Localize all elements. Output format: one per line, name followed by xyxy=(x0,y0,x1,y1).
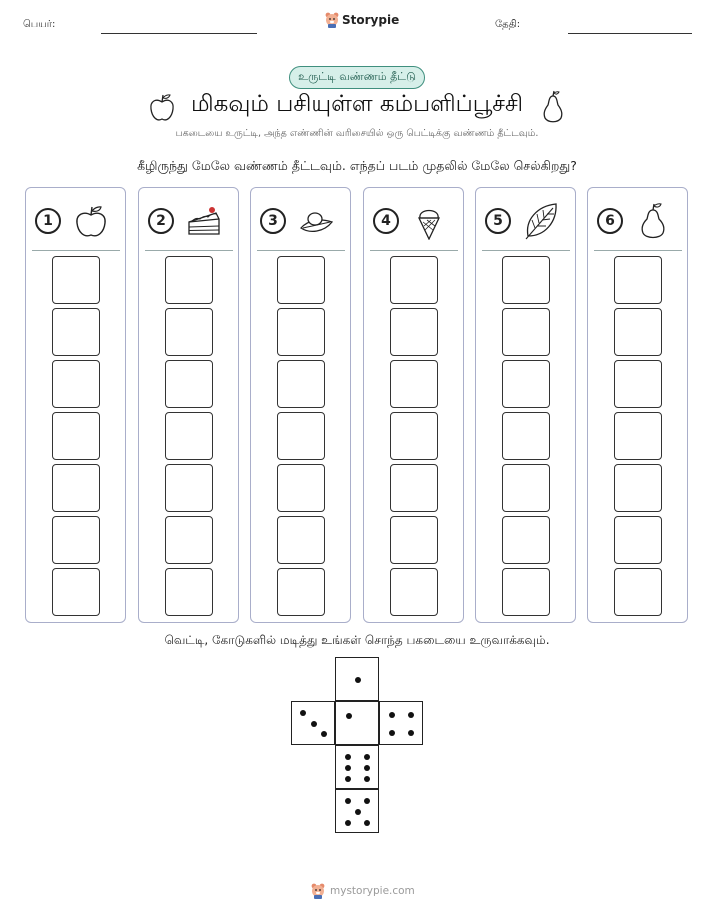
color-box[interactable] xyxy=(614,464,662,512)
page-footer xyxy=(311,883,415,899)
column-number: 4 xyxy=(373,208,399,234)
die-pip xyxy=(345,820,351,826)
die-face-1 xyxy=(335,701,379,745)
page-header xyxy=(0,0,714,50)
pear-icon xyxy=(635,202,671,240)
die-pip xyxy=(389,712,395,718)
brand-logo xyxy=(325,12,399,28)
die-pip xyxy=(364,765,370,771)
die-pip xyxy=(364,754,370,760)
brand-name: Storypie xyxy=(342,13,400,27)
color-box[interactable] xyxy=(614,256,662,304)
color-box[interactable] xyxy=(277,412,325,460)
column-4 xyxy=(363,187,464,623)
die-pip xyxy=(345,776,351,782)
page-title: மிகவும் பசியுள்ள கம்பளிப்பூச்சி xyxy=(191,91,523,117)
column-divider xyxy=(32,250,120,251)
column-number: 2 xyxy=(148,208,174,234)
die-pip xyxy=(364,820,370,826)
die-pip xyxy=(311,721,317,727)
column-number: 3 xyxy=(260,208,286,234)
title-row xyxy=(0,90,714,124)
footer-url[interactable]: mystorypie.com xyxy=(330,885,415,897)
die-pip xyxy=(408,730,414,736)
column-3 xyxy=(250,187,351,623)
column-header xyxy=(373,202,459,240)
die-face-5 xyxy=(335,789,379,833)
column-header xyxy=(597,202,683,240)
color-box[interactable] xyxy=(277,516,325,564)
color-box[interactable] xyxy=(165,516,213,564)
color-box[interactable] xyxy=(502,256,550,304)
color-box[interactable] xyxy=(277,256,325,304)
color-box[interactable] xyxy=(165,412,213,460)
column-divider xyxy=(145,250,233,251)
ice-cream-icon xyxy=(411,202,447,240)
pear-icon xyxy=(540,90,566,124)
die-pip xyxy=(345,765,351,771)
color-box[interactable] xyxy=(277,464,325,512)
die-pip xyxy=(355,809,361,815)
die-pip xyxy=(321,731,327,737)
column-6 xyxy=(587,187,688,623)
die-face-4 xyxy=(379,701,423,745)
column-header xyxy=(35,202,121,240)
color-box[interactable] xyxy=(277,360,325,408)
question-text: கீழிருந்து மேலே வண்ணம் தீட்டவும். எந்தப் படம் முதலில் மேலே செல்கிறது? xyxy=(137,158,577,173)
color-box[interactable] xyxy=(52,464,100,512)
color-box[interactable] xyxy=(502,568,550,616)
color-box[interactable] xyxy=(502,464,550,512)
die-face-1 xyxy=(335,657,379,701)
die-pip xyxy=(346,713,352,719)
column-2 xyxy=(138,187,239,623)
die-pip xyxy=(300,710,306,716)
column-divider xyxy=(257,250,345,251)
color-box[interactable] xyxy=(165,568,213,616)
storypie-mascot-icon xyxy=(325,12,339,28)
color-box[interactable] xyxy=(165,360,213,408)
die-face-6 xyxy=(335,745,379,789)
leaf-egg-icon xyxy=(298,202,334,240)
column-header xyxy=(260,202,346,240)
die-pip xyxy=(345,798,351,804)
die-pip xyxy=(364,776,370,782)
apple-icon xyxy=(73,202,109,240)
cake-slice-icon xyxy=(186,202,222,240)
color-box[interactable] xyxy=(502,516,550,564)
date-label: தேதி: xyxy=(495,19,521,30)
color-box[interactable] xyxy=(52,516,100,564)
column-divider xyxy=(594,250,682,251)
column-number: 1 xyxy=(35,208,61,234)
die-pip xyxy=(364,798,370,804)
date-line[interactable] xyxy=(568,33,692,34)
color-box[interactable] xyxy=(390,568,438,616)
color-box[interactable] xyxy=(390,464,438,512)
color-box[interactable] xyxy=(390,308,438,356)
die-pip xyxy=(408,712,414,718)
dice-instruction: வெட்டி, கோடுகளில் மடித்து உங்கள் சொந்த பகடையை உருவாக்கவும். xyxy=(164,633,550,647)
color-box[interactable] xyxy=(614,360,662,408)
color-box[interactable] xyxy=(52,360,100,408)
color-box[interactable] xyxy=(52,568,100,616)
die-pip xyxy=(355,677,361,683)
color-box[interactable] xyxy=(614,568,662,616)
activity-tag: உருட்டி வண்ணம் தீட்டு xyxy=(289,66,425,89)
color-box[interactable] xyxy=(614,516,662,564)
column-5 xyxy=(475,187,576,623)
name-line[interactable] xyxy=(101,33,257,34)
column-number: 6 xyxy=(597,208,623,234)
color-box[interactable] xyxy=(390,360,438,408)
column-1 xyxy=(25,187,126,623)
color-box[interactable] xyxy=(614,412,662,460)
color-box[interactable] xyxy=(390,256,438,304)
color-box[interactable] xyxy=(390,412,438,460)
column-header xyxy=(148,202,234,240)
die-face-3 xyxy=(291,701,335,745)
color-box[interactable] xyxy=(52,256,100,304)
leaf-icon xyxy=(523,202,559,240)
color-box[interactable] xyxy=(502,412,550,460)
color-box[interactable] xyxy=(502,360,550,408)
color-box[interactable] xyxy=(165,256,213,304)
name-label: பெயர்: xyxy=(23,19,56,30)
color-box[interactable] xyxy=(52,308,100,356)
storypie-mascot-icon xyxy=(311,883,325,899)
color-box[interactable] xyxy=(165,308,213,356)
page-subtitle: பகடையை உருட்டி, அந்த எண்ணின் வரிசையில் ஒரு பெட்டிக்கு வண்ணம் தீட்டவும். xyxy=(175,128,539,139)
column-header xyxy=(485,202,571,240)
color-box[interactable] xyxy=(390,516,438,564)
color-box[interactable] xyxy=(52,412,100,460)
die-pip xyxy=(389,730,395,736)
color-box[interactable] xyxy=(165,464,213,512)
die-pip xyxy=(345,754,351,760)
color-box[interactable] xyxy=(614,308,662,356)
column-divider xyxy=(482,250,570,251)
column-number: 5 xyxy=(485,208,511,234)
column-divider xyxy=(370,250,458,251)
color-box[interactable] xyxy=(277,568,325,616)
color-box[interactable] xyxy=(502,308,550,356)
color-box[interactable] xyxy=(277,308,325,356)
